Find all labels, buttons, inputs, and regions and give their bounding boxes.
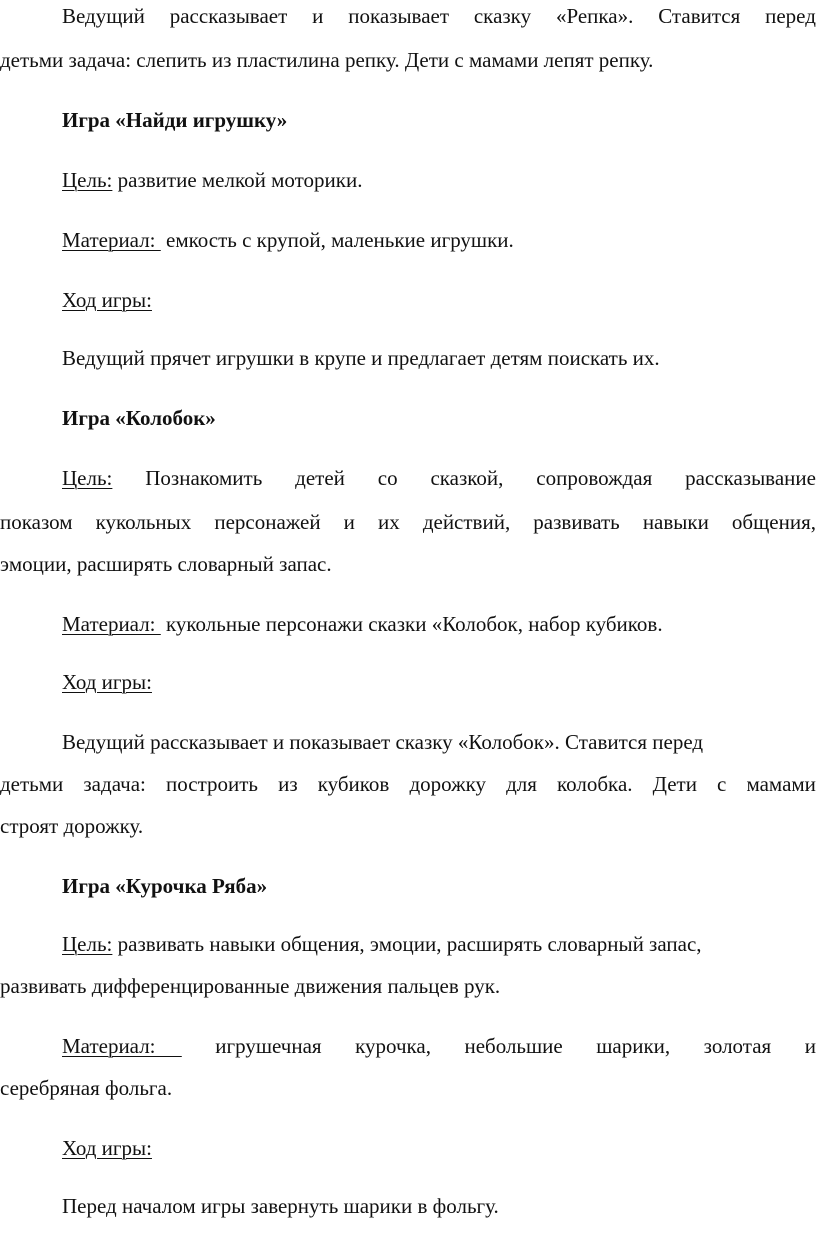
word: с <box>717 772 727 796</box>
game2-course-line-2 <box>0 768 816 800</box>
game1-course-label: Ход игры: <box>62 288 152 312</box>
game2-goal-line-2 <box>0 506 816 538</box>
game2-material <box>62 608 816 640</box>
game2-material-label: Материал: <box>62 612 161 636</box>
word: дорожку <box>409 772 487 796</box>
word: колобка. <box>557 772 633 796</box>
word: и <box>312 4 324 28</box>
game2-course-line-3: строят дорожку. <box>0 814 144 838</box>
word: «Репка». <box>555 4 634 28</box>
game1-goal-text: развитие мелкой моторики. <box>112 168 363 192</box>
word: и <box>804 1034 816 1058</box>
word: Познакомить <box>145 466 263 490</box>
game1-title: Игра «Найди игрушку» <box>62 108 288 132</box>
word: из <box>278 772 298 796</box>
word: детей <box>295 466 345 490</box>
game2-goal-label: Цель: <box>62 466 113 490</box>
word: их <box>377 510 400 534</box>
word: сопровождая <box>536 466 653 490</box>
word: и <box>343 510 355 534</box>
word: рассказывает <box>169 4 288 28</box>
game2-goal-line-1 <box>62 462 816 494</box>
game3-goal-label: Цель: <box>62 932 113 956</box>
word: сказкой, <box>430 466 504 490</box>
game1-goal <box>62 164 816 196</box>
word: золотая <box>703 1034 772 1058</box>
word: Ставится <box>658 4 741 28</box>
word: Дети <box>652 772 697 796</box>
game3-course-text: Перед началом игры завернуть шарики в фольгу. <box>62 1194 499 1218</box>
word: курочка, <box>355 1034 431 1058</box>
game3-goal-text: развивать навыки общения, эмоции, расширять словарный запас, <box>112 932 702 956</box>
game2-goal-line-3: эмоции, расширять словарный запас. <box>0 552 332 576</box>
repka-task-line-2: детьми задача: слепить из пластилина репку. Дети с мамами лепят репку. <box>0 48 654 72</box>
game3-course-label: Ход игры: <box>62 1136 152 1160</box>
word: показывает <box>348 4 450 28</box>
game3-material-line-1 <box>62 1030 816 1062</box>
game2-title: Игра «Колобок» <box>62 406 216 430</box>
word: детьми <box>0 772 64 796</box>
game3-material-label: Материал: <box>62 1034 182 1058</box>
game3-goal-line-1 <box>62 928 816 960</box>
word: небольшие <box>464 1034 563 1058</box>
word: для <box>506 772 537 796</box>
game1-material-label: Материал: <box>62 228 161 252</box>
game2-course-line-1: Ведущий рассказывает и показывает сказку «Колобок». Ставится перед <box>62 730 704 754</box>
word: шарики, <box>596 1034 671 1058</box>
word: навыки <box>642 510 709 534</box>
word: перед <box>765 4 816 28</box>
word: рассказывание <box>685 466 816 490</box>
word: действий, <box>422 510 511 534</box>
game2-material-text: кукольные персонажи сказки «Колобок, набор кубиков. <box>160 612 663 636</box>
word: Ведущий <box>62 4 145 28</box>
game3-material-line-2: серебряная фольга. <box>0 1076 173 1100</box>
game3-course <box>62 1132 816 1164</box>
word: персонажей <box>214 510 321 534</box>
word: общения, <box>731 510 816 534</box>
game1-goal-label: Цель: <box>62 168 113 192</box>
game1-material-text: емкость с крупой, маленькие игрушки. <box>160 228 514 252</box>
word: показом <box>0 510 73 534</box>
word: игрушечная <box>215 1034 322 1058</box>
game2-course-label: Ход игры: <box>62 670 152 694</box>
word: сказку <box>473 4 532 28</box>
word: построить <box>165 772 258 796</box>
word: со <box>377 466 398 490</box>
word: задача: <box>83 772 146 796</box>
game3-goal-line-2: развивать дифференцированные движения пальцев рук. <box>0 974 501 998</box>
word: кукольных <box>95 510 192 534</box>
word: развивать <box>533 510 620 534</box>
word: мамами <box>746 772 816 796</box>
game2-course <box>62 666 816 698</box>
word: кубиков <box>317 772 390 796</box>
repka-task-line-1 <box>62 0 816 32</box>
game1-course <box>62 284 816 316</box>
game3-title: Игра «Курочка Ряба» <box>62 874 268 898</box>
game1-course-text: Ведущий прячет игрушки в крупе и предлагает детям поискать их. <box>62 346 660 370</box>
game1-material <box>62 224 816 256</box>
